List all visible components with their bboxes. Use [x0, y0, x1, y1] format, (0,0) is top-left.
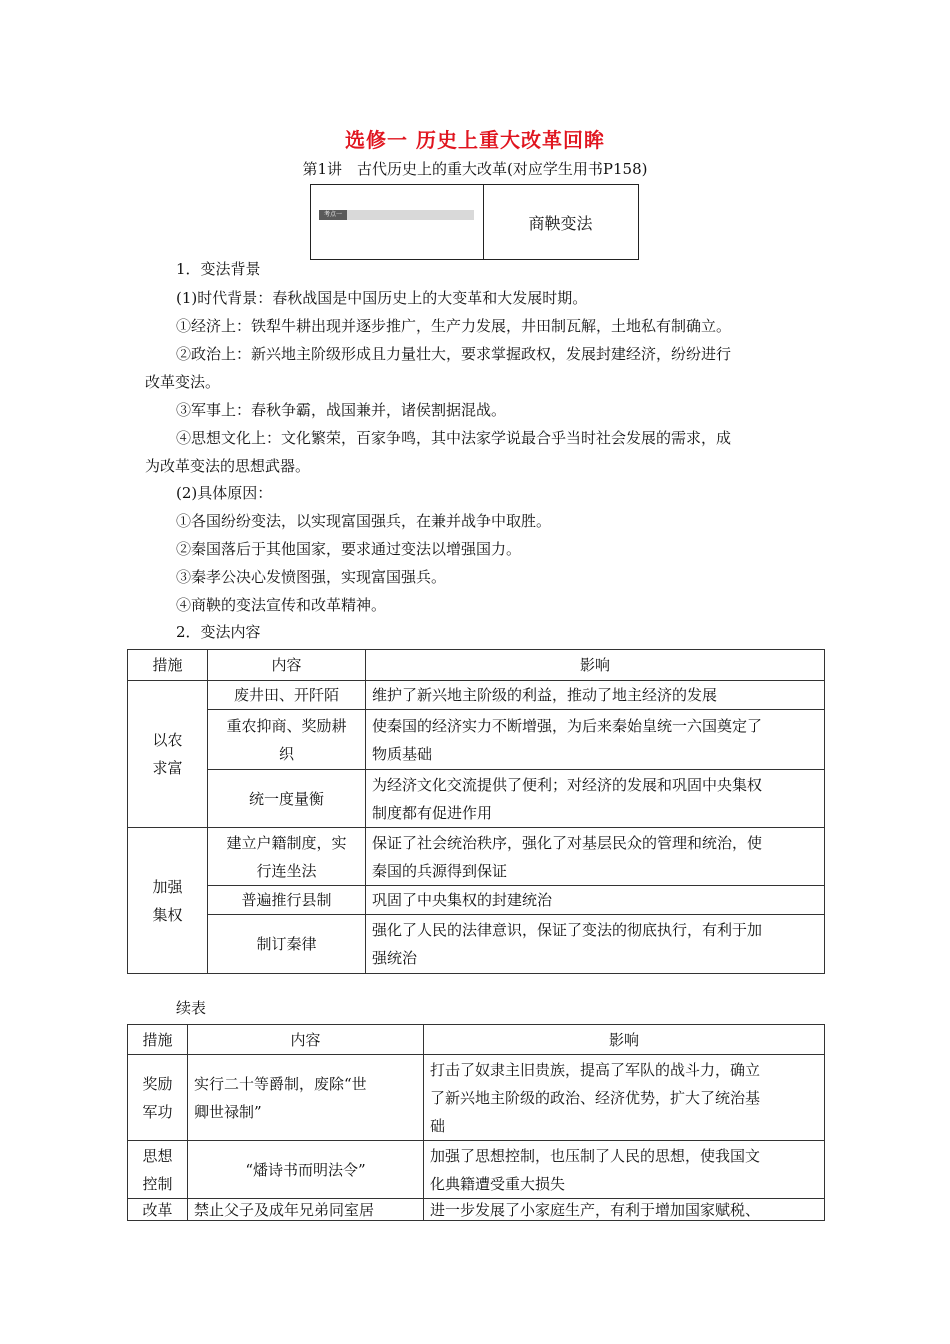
table-header-row: [128, 1025, 825, 1055]
content-cell: 废井田、开阡陌: [208, 681, 366, 710]
measure-cell: 奖励 军功: [128, 1055, 188, 1141]
paragraph: ③军事上：春秋争霸，战国兼并，诸侯割据混战。: [176, 401, 507, 419]
table-header-cell: 内容: [188, 1025, 424, 1055]
table-header-cell: 影响: [366, 650, 825, 681]
continued-label: 续表: [176, 999, 207, 1017]
table-row: [128, 1141, 825, 1199]
table-row: [128, 915, 825, 974]
paragraph: (1)时代背景：春秋战国是中国历史上的大变革和大发展时期。: [176, 289, 588, 307]
content-cell: 统一度量衡: [208, 770, 366, 828]
table-row: [128, 770, 825, 828]
table-row: [128, 886, 825, 915]
table-row: [128, 710, 825, 770]
effect-cell: 强化了人民的法律意识，保证了变法的彻底执行，有利于加 强统治: [366, 915, 825, 974]
paragraph: 为改革变法的思想武器。: [145, 457, 311, 475]
paragraph: (2)具体原因：: [176, 484, 273, 502]
content-cell: 建立户籍制度，实 行连坐法: [208, 828, 366, 886]
page-title: 选修一 历史上重大改革回眸: [345, 128, 605, 152]
reform-content-table: [127, 649, 825, 974]
table-header-row: [128, 650, 825, 681]
table-row: [128, 1199, 825, 1221]
paragraph: ①经济上：铁犁牛耕出现并逐步推广，生产力发展，井田制瓦解，土地私有制确立。: [176, 317, 732, 335]
paragraph: ②秦国落后于其他国家，要求通过变法以增强国力。: [176, 540, 522, 558]
table-header-cell: 措施: [128, 650, 208, 681]
heading-content: 2．变法内容: [176, 623, 261, 641]
measure-cell: 思想 控制: [128, 1141, 188, 1199]
content-cell: 禁止父子及成年兄弟同室居: [188, 1199, 424, 1221]
measure-cell: 加强 集权: [128, 828, 208, 974]
table-header-cell: 措施: [128, 1025, 188, 1055]
effect-cell: 保证了社会统治秩序，强化了对基层民众的管理和统治，使 秦国的兵源得到保证: [366, 828, 825, 886]
paragraph: ④思想文化上：文化繁荣，百家争鸣，其中法家学说最合乎当时社会发展的需求，成: [176, 429, 732, 447]
effect-cell: 进一步发展了小家庭生产，有利于增加国家赋税、: [424, 1199, 825, 1221]
kaodian-tag: 考点一: [319, 210, 347, 220]
table-row: [128, 1055, 825, 1141]
paragraph: 改革变法。: [145, 373, 221, 391]
table-header-cell: 影响: [424, 1025, 825, 1055]
reform-content-table-continued: [127, 1024, 825, 1221]
table-row: [128, 681, 825, 710]
paragraph: ④商鞅的变法宣传和改革精神。: [176, 596, 387, 614]
content-cell: 制订秦律: [208, 915, 366, 974]
kaodian-label-cell: [311, 185, 484, 259]
kaodian-box: [310, 184, 639, 260]
paragraph: ①各国纷纷变法，以实现富国强兵，在兼并战争中取胜。: [176, 512, 552, 530]
content-cell: 实行二十等爵制，废除“世 卿世禄制”: [188, 1055, 424, 1141]
measure-cell: 改革: [128, 1199, 188, 1221]
paragraph: ②政治上：新兴地主阶级形成且力量壮大，要求掌握政权，发展封建经济，纷纷进行: [176, 345, 732, 363]
measure-cell: 以农 求富: [128, 681, 208, 828]
effect-cell: 打击了奴隶主旧贵族，提高了军队的战斗力，确立 了新兴地主阶级的政治、经济优势，扩大了统治基 础: [424, 1055, 825, 1141]
lesson-subtitle: 第1讲 古代历史上的重大改革(对应学生用书P158): [302, 160, 648, 178]
content-cell: 重农抑商、奖励耕 织: [208, 710, 366, 770]
kaodian-name: 商鞅变法: [528, 213, 593, 233]
heading-background: 1．变法背景: [176, 260, 261, 278]
table-row: [128, 828, 825, 886]
kaodian-bar: [319, 210, 474, 220]
effect-cell: 维护了新兴地主阶级的利益，推动了地主经济的发展: [366, 681, 825, 710]
content-cell: 普遍推行县制: [208, 886, 366, 915]
effect-cell: 为经济文化交流提供了便利；对经济的发展和巩固中央集权 制度都有促进作用: [366, 770, 825, 828]
effect-cell: 加强了思想控制，也压制了人民的思想，使我国文 化典籍遭受重大损失: [424, 1141, 825, 1199]
table-header-cell: 内容: [208, 650, 366, 681]
paragraph: ③秦孝公决心发愤图强，实现富国强兵。: [176, 568, 447, 586]
effect-cell: 巩固了中央集权的封建统治: [366, 886, 825, 915]
effect-cell: 使秦国的经济实力不断增强，为后来秦始皇统一六国奠定了 物质基础: [366, 710, 825, 770]
content-cell: “燔诗书而明法令”: [188, 1141, 424, 1199]
